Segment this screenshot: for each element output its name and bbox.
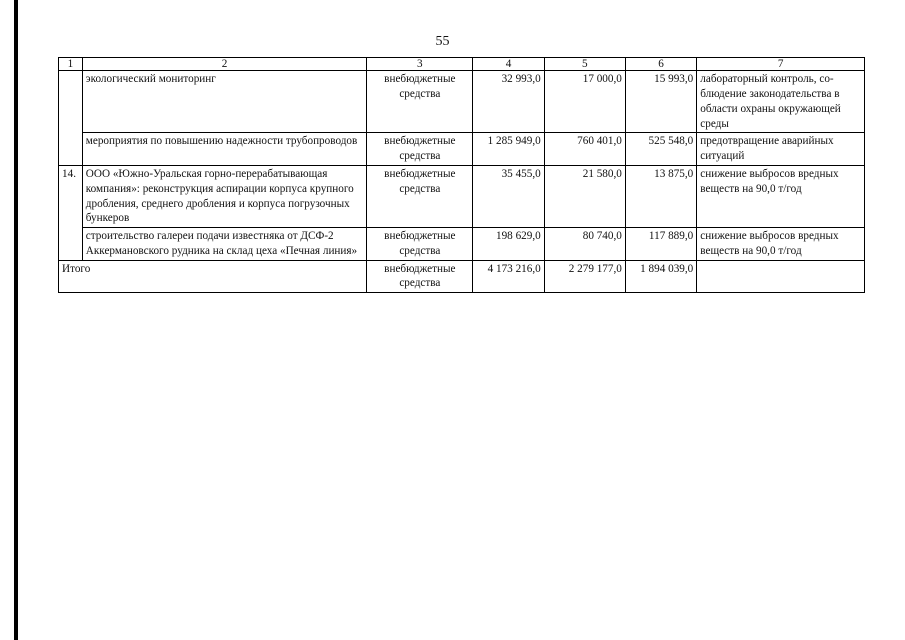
table-row — [59, 228, 865, 261]
column-header: 6 — [625, 58, 696, 71]
total-label-cell: Итого — [59, 260, 367, 293]
total-amount-cell: 1 285 949,0 — [473, 133, 544, 166]
result-cell: снижение выбросов вредных веществ на 90,0 т/год — [697, 166, 865, 228]
amount-col6-cell: 525 548,0 — [625, 133, 696, 166]
funding-source-cell: внебюджетные средства — [367, 133, 473, 166]
table-row — [59, 166, 865, 228]
total-row — [59, 260, 865, 293]
amount-col5-cell: 760 401,0 — [544, 133, 625, 166]
amount-col6-cell: 15 993,0 — [625, 71, 696, 133]
total-amount-cell: 198 629,0 — [473, 228, 544, 261]
amount-col6-cell: 13 875,0 — [625, 166, 696, 228]
description-cell: строительство галереи подачи известняка от ДСФ-2 Аккермановского рудника на склад цеха «Печная линия» — [82, 228, 367, 261]
column-header: 3 — [367, 58, 473, 71]
table-row — [59, 71, 865, 133]
description-cell: экологический мониторинг — [82, 71, 367, 133]
page-number: 55 — [435, 34, 450, 49]
total-amount-cell: 4 173 216,0 — [473, 260, 544, 293]
amount-col5-cell: 21 580,0 — [544, 166, 625, 228]
column-header: 1 — [59, 58, 83, 71]
amount-col5-cell: 17 000,0 — [544, 71, 625, 133]
table-row — [59, 133, 865, 166]
amount-col5-cell: 2 279 177,0 — [544, 260, 625, 293]
scan-binding-edge — [14, 0, 18, 640]
column-header: 5 — [544, 58, 625, 71]
data-table — [58, 57, 865, 293]
amount-col6-cell: 1 894 039,0 — [625, 260, 696, 293]
result-cell: лабораторный контроль, со-блюдение законодательства в области охраны окружающей среды — [697, 71, 865, 133]
funding-source-cell: внебюджетные средства — [367, 166, 473, 228]
column-header: 7 — [697, 58, 865, 71]
column-header: 2 — [82, 58, 367, 71]
row-number-cell: 14. — [59, 166, 83, 261]
column-header: 4 — [473, 58, 544, 71]
description-cell: ООО «Южно-Уральская горно-перерабатывающая компания»: реконструкция аспирации корпуса крупного дробления, среднего дробления и корпуса погрузочных бункеров — [82, 166, 367, 228]
funding-source-cell: внебюджетные средства — [367, 228, 473, 261]
result-cell — [697, 260, 865, 293]
amount-col6-cell: 117 889,0 — [625, 228, 696, 261]
description-cell: мероприятия по повышению надежности трубопроводов — [82, 133, 367, 166]
result-cell: снижение выбросов вредных веществ на 90,0 т/год — [697, 228, 865, 261]
funding-source-cell: внебюджетные средства — [367, 260, 473, 293]
row-number-cell — [59, 71, 83, 166]
total-amount-cell: 32 993,0 — [473, 71, 544, 133]
result-cell: предотвращение аварийных ситуаций — [697, 133, 865, 166]
table-header-row — [59, 58, 865, 71]
total-amount-cell: 35 455,0 — [473, 166, 544, 228]
amount-col5-cell: 80 740,0 — [544, 228, 625, 261]
funding-source-cell: внебюджетные средства — [367, 71, 473, 133]
